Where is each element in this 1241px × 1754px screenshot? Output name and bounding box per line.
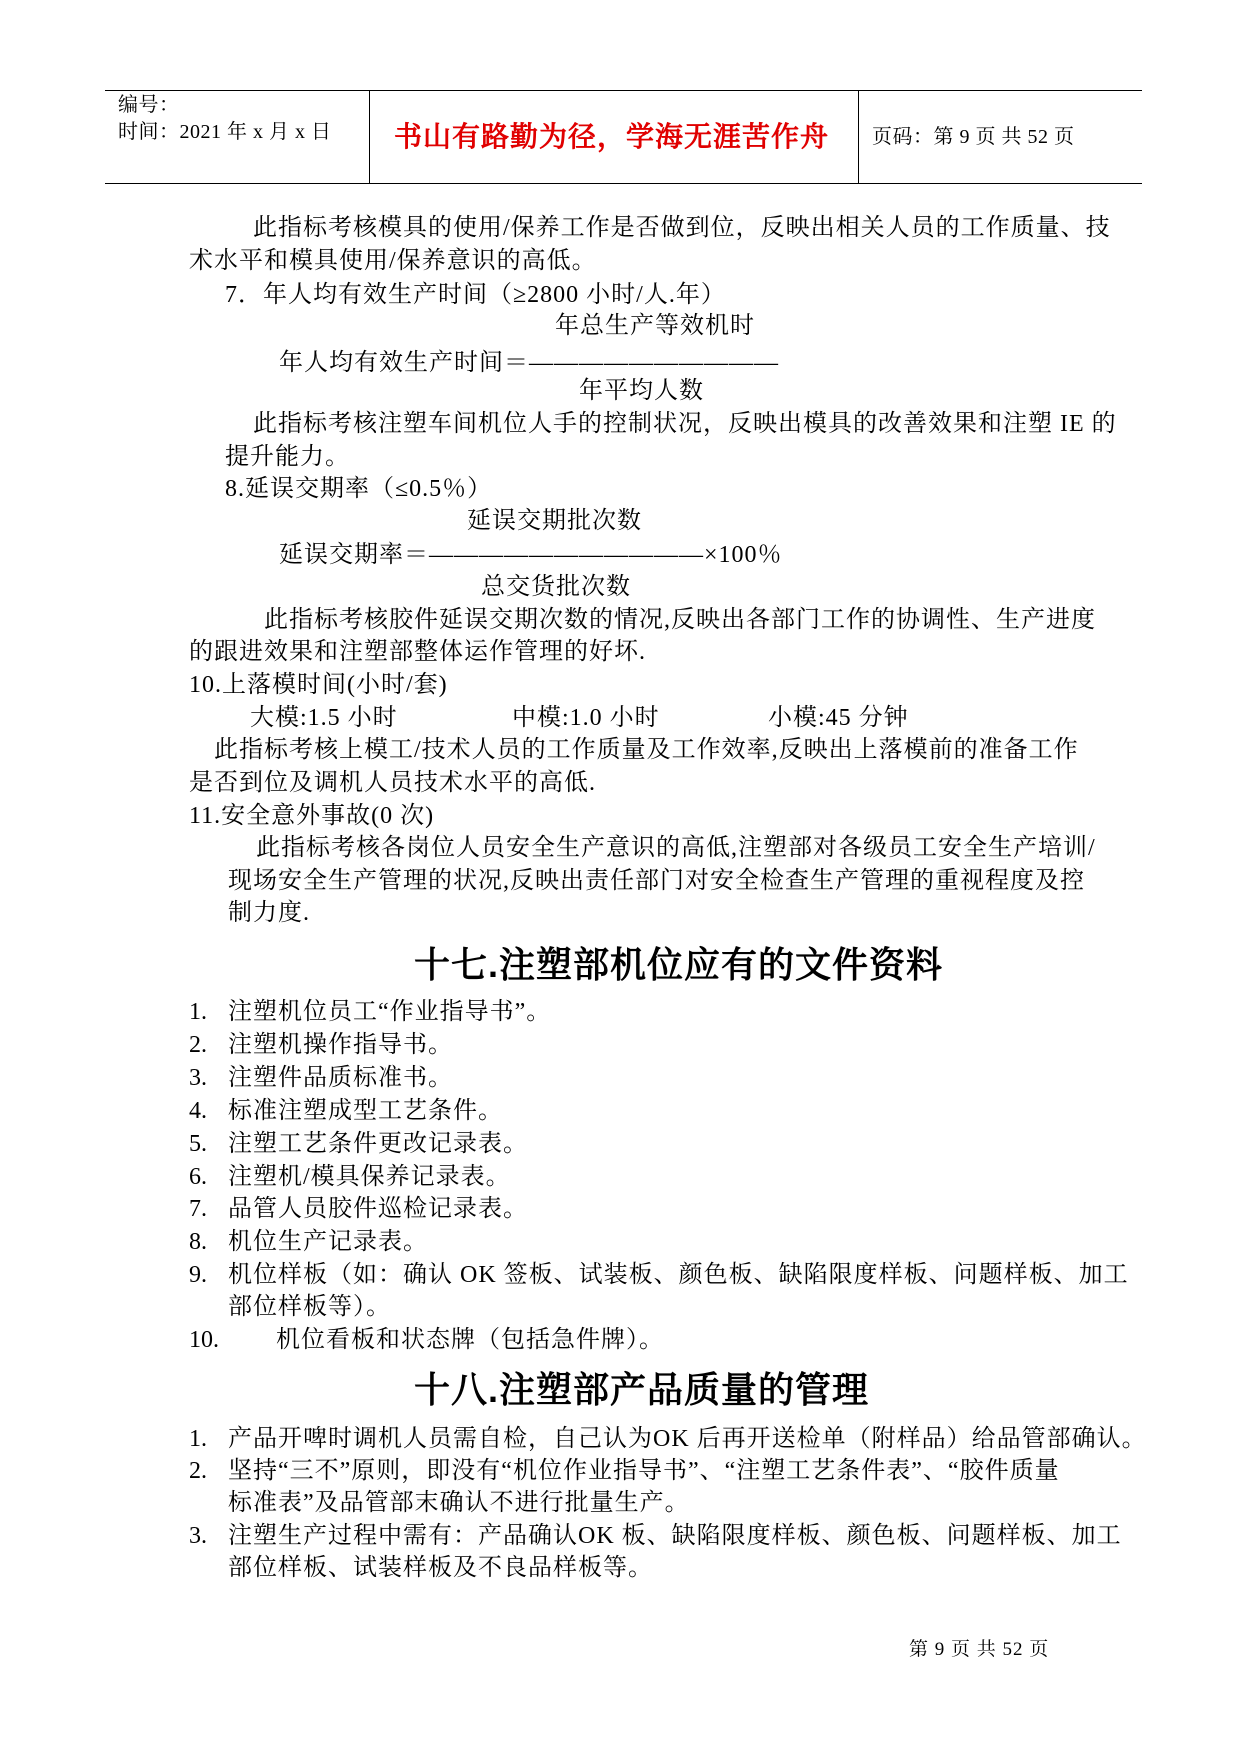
list-item: 机位样板（如：确认 OK 签板、试装板、颜色板、缺陷限度样板、问题样板、加工 — [228, 1262, 1129, 1288]
page-footer: 第 9 页 共 52 页 — [909, 1639, 1050, 1660]
item6-desc-line: 此指标考核模具的使用/保养工作是否做到位，反映出相关人员的工作质量、技 — [253, 215, 1111, 241]
item7-denominator: 年平均人数 — [579, 378, 704, 404]
item11-desc-line: 现场安全生产管理的状况,反映出责任部门对安全检查生产管理的重视程度及控 — [228, 868, 1085, 894]
section-17-heading: 十七.注塑部机位应有的文件资料 — [414, 944, 944, 985]
list-item: 注塑工艺条件更改记录表。 — [228, 1131, 528, 1157]
list-item-number: 9. — [189, 1262, 207, 1288]
item7-desc-line: 此指标考核注塑车间机位人手的控制状况，反映出模具的改善效果和注塑 IE 的 — [253, 411, 1117, 437]
header-motto: 书山有路勤为径，学海无涯苦作舟 — [394, 121, 830, 152]
header-page-label: 页码：第 9 页 共 52 页 — [872, 126, 1075, 148]
header-bottom-rule — [105, 183, 1142, 184]
list-item-number: 2. — [189, 1458, 207, 1484]
list-item-number: 1. — [189, 999, 207, 1025]
list-item: 品管人员胶件巡检记录表。 — [228, 1196, 528, 1222]
item10-large-mold: 大模:1.5 小时 — [250, 705, 398, 731]
list-item-number: 7. — [189, 1196, 207, 1222]
list-item-continuation: 部位样板、试装样板及不良品样板等。 — [228, 1555, 653, 1581]
list-item-number: 4. — [189, 1098, 207, 1124]
list-item: 产品开啤时调机人员需自检，自己认为OK 后再开送检单（附样品）给品管部确认。 — [228, 1426, 1147, 1452]
item8-title: 8.延误交期率（≤0.5％） — [225, 476, 493, 502]
item10-small-mold: 小模:45 分钟 — [768, 705, 909, 731]
list-item-number: 3. — [189, 1523, 207, 1549]
item10-title: 10.上落模时间(小时/套) — [189, 672, 448, 698]
list-item: 机位看板和状态牌（包括急件牌）。 — [276, 1327, 664, 1353]
header-top-rule — [105, 90, 1142, 91]
item7-title: 7．年人均有效生产时间（≥2800 小时/人.年） — [225, 282, 726, 308]
item10-medium-mold: 中模:1.0 小时 — [512, 705, 660, 731]
list-item-number: 10. — [189, 1327, 219, 1353]
list-item-number: 2. — [189, 1032, 207, 1058]
list-item-number: 8. — [189, 1229, 207, 1255]
item11-title: 11.安全意外事故(0 次) — [189, 803, 435, 829]
list-item-number: 1. — [189, 1426, 207, 1452]
item7-desc-line: 提升能力。 — [225, 444, 350, 470]
list-item: 注塑机位员工“作业指导书”。 — [228, 999, 552, 1025]
item8-numerator: 延误交期批次数 — [467, 508, 642, 534]
list-item: 注塑件品质标准书。 — [228, 1065, 453, 1091]
item7-formula: 年人均有效生产时间＝—————————— — [279, 350, 779, 376]
item10-desc-line: 此指标考核上模工/技术人员的工作质量及工作效率,反映出上落模前的准备工作 — [214, 737, 1079, 763]
header-divider-left — [369, 90, 370, 183]
list-item-continuation: 部位样板等）。 — [228, 1294, 391, 1320]
item8-desc-line: 的跟进效果和注塑部整体运作管理的好坏. — [189, 639, 646, 665]
item8-formula: 延误交期率＝———————————×100％ — [279, 542, 783, 568]
header-time-label: 时间：2021 年 x 月 x 日 — [118, 121, 332, 143]
item8-denominator: 总交货批次数 — [481, 574, 631, 600]
item6-desc-line: 术水平和模具使用/保养意识的高低。 — [189, 248, 597, 274]
item8-desc-line: 此指标考核胶件延误交期次数的情况,反映出各部门工作的协调性、生产进度 — [264, 607, 1096, 633]
list-item: 坚持“三不”原则，即没有“机位作业指导书”、“注塑工艺条件表”、“胶件质量 — [228, 1458, 1060, 1484]
list-item: 注塑生产过程中需有：产品确认OK 板、缺陷限度样板、颜色板、问题样板、加工 — [228, 1523, 1122, 1549]
list-item: 标准注塑成型工艺条件。 — [228, 1098, 503, 1124]
section-18-heading: 十八.注塑部产品质量的管理 — [414, 1369, 870, 1410]
header-divider-right — [858, 90, 859, 183]
list-item-continuation: 标准表”及品管部末确认不进行批量生产。 — [228, 1490, 690, 1516]
item11-desc-line: 此指标考核各岗位人员安全生产意识的高低,注塑部对各级员工安全生产培训/ — [256, 835, 1096, 861]
list-item: 注塑机/模具保养记录表。 — [228, 1164, 511, 1190]
header-number-label: 编号： — [118, 94, 180, 116]
item7-numerator: 年总生产等效机时 — [555, 313, 755, 339]
list-item: 注塑机操作指导书。 — [228, 1032, 453, 1058]
item11-desc-line: 制力度. — [228, 900, 310, 926]
list-item-number: 3. — [189, 1065, 207, 1091]
item10-desc-line: 是否到位及调机人员技术水平的高低. — [189, 770, 596, 796]
list-item-number: 5. — [189, 1131, 207, 1157]
list-item: 机位生产记录表。 — [228, 1229, 428, 1255]
list-item-number: 6. — [189, 1164, 207, 1190]
